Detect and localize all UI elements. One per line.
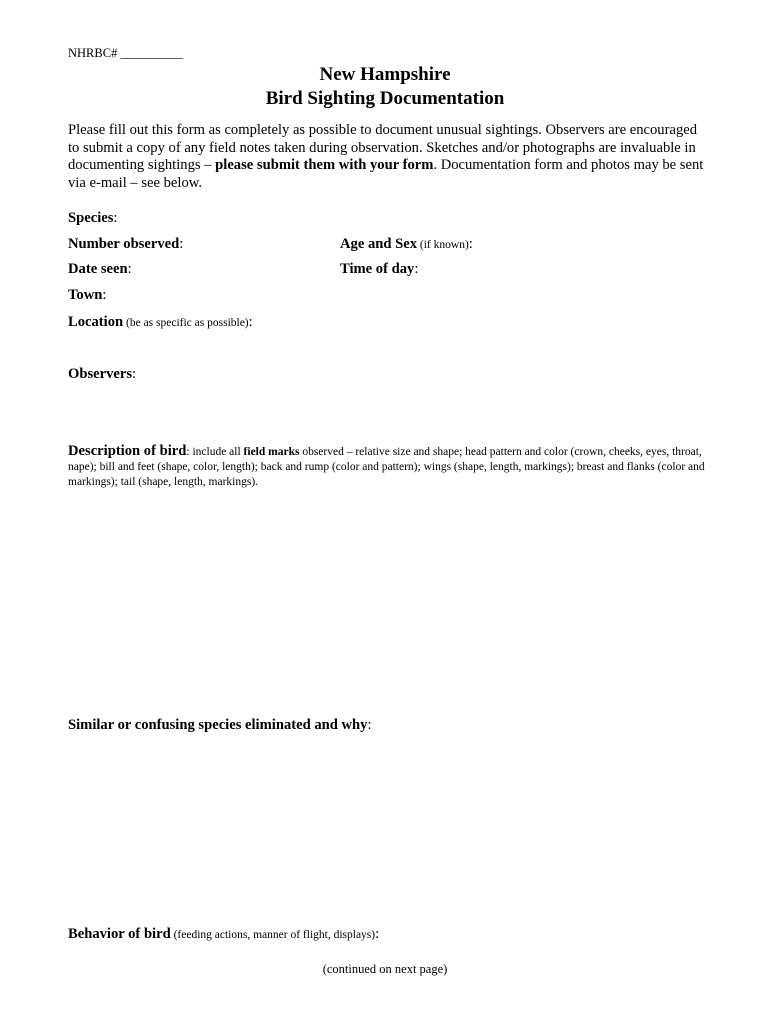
number-observed-field (68, 236, 183, 253)
species-label: Species (68, 210, 114, 226)
date-seen-label: Date seen (68, 261, 128, 277)
time-of-day-field (340, 261, 418, 278)
description-label: Description of bird (68, 443, 187, 459)
description-section (68, 444, 708, 490)
age-sex-note: (if known) (417, 239, 469, 251)
species-colon: : (113, 210, 118, 226)
location-note: (be as specific as possible) (123, 317, 249, 329)
nhrbc-number-label: NHRBC# __________ (68, 46, 183, 60)
description-text-part2: observed – relative size and shape; head pattern and color (crown, cheeks, eyes, throat, nape); bill and feet (shape, color, length); back and rump (color and pattern); wings (shape, length, markings); breast and flanks (color and markings); tail (shape, length, markings). (68, 446, 705, 488)
intro-paragraph (68, 122, 708, 193)
intro-emphasis: please submit them with your form (215, 157, 434, 174)
observers-colon: : (132, 366, 137, 382)
location-colon: : (248, 314, 253, 330)
town-colon: : (102, 287, 107, 303)
observers-field (68, 366, 136, 383)
location-label: Location (68, 314, 124, 330)
behavior-colon: : (375, 926, 380, 942)
town-label: Town (68, 287, 103, 303)
age-sex-field (340, 236, 473, 253)
similar-species-label: Similar or confusing species eliminated and why (68, 717, 368, 733)
age-sex-colon: : (468, 236, 473, 252)
similar-species-colon: : (367, 717, 372, 733)
time-of-day-label: Time of day (340, 261, 415, 277)
location-field (68, 314, 253, 331)
date-seen-colon: : (127, 261, 132, 277)
date-seen-field (68, 261, 132, 278)
observers-label: Observers (68, 366, 133, 382)
intro-text-part1: Please fill out this form as completely as possible to document unusual sightings. Observers are encouraged to submit a copy of any field notes taken during observation. Sketches and/or photographs are invaluable in documenting sightings – (68, 122, 698, 174)
description-emphasis: field marks (243, 446, 300, 458)
description-text-part1: : include all (186, 446, 244, 458)
age-sex-label: Age and Sex (340, 236, 418, 252)
similar-species-field (68, 717, 372, 734)
number-observed-colon: : (179, 236, 184, 252)
species-field (68, 210, 117, 227)
continued-note: (continued on next page) (322, 962, 448, 976)
behavior-label: Behavior of bird (68, 926, 171, 942)
behavior-note: (feeding actions, manner of flight, displays) (170, 929, 376, 941)
time-of-day-colon: : (414, 261, 419, 277)
behavior-field (68, 926, 379, 943)
intro-text-part2: . Documentation form and photos may be sent via e-mail – see below. (68, 157, 704, 192)
number-observed-label: Number observed (68, 236, 180, 252)
town-field (68, 287, 106, 304)
form-title-main: Bird Sighting Documentation (265, 88, 505, 109)
form-title-state: New Hampshire (319, 64, 451, 85)
